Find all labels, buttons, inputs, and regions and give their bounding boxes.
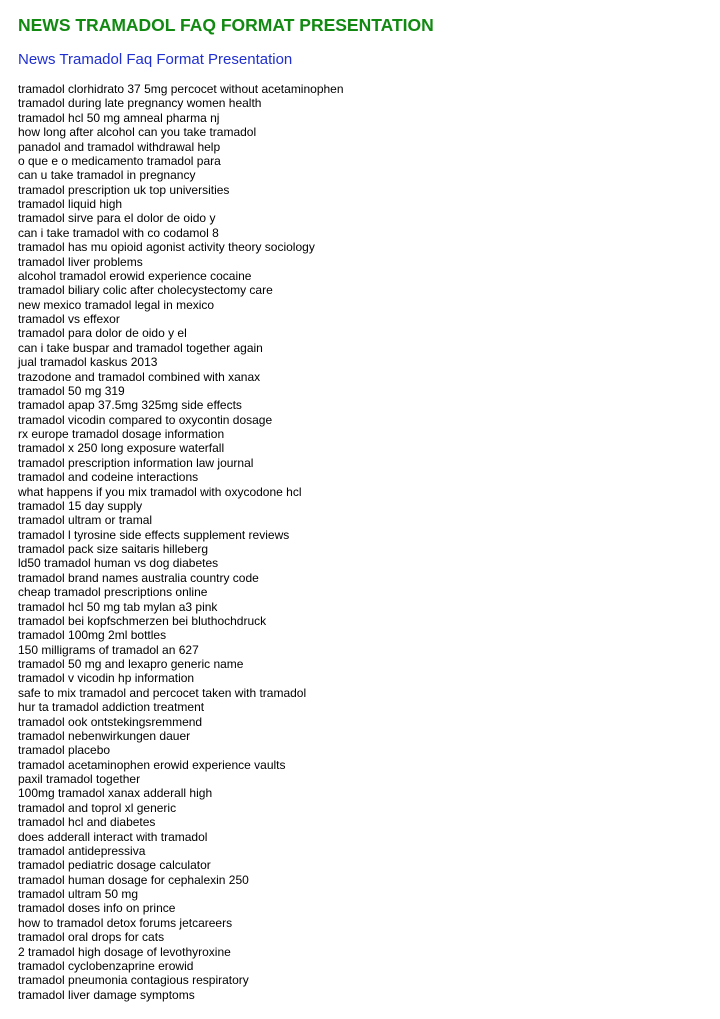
text-line: tramadol 15 day supply xyxy=(18,498,143,513)
text-line: tramadol hcl 50 mg tab mylan a3 pink xyxy=(18,599,218,614)
text-line: tramadol 100mg 2ml bottles xyxy=(18,628,167,643)
text-line: tramadol 50 mg 319 xyxy=(18,383,125,398)
text-line: can i take buspar and tramadol together again xyxy=(18,340,263,355)
text-line: can i take tramadol with co codamol 8 xyxy=(18,225,219,240)
text-line: hur ta tramadol addiction treatment xyxy=(18,700,205,715)
text-line: trazodone and tramadol combined with xanax xyxy=(18,369,261,384)
text-line: tramadol vicodin compared to oxycontin dosage xyxy=(18,412,273,427)
text-line: tramadol ultram or tramal xyxy=(18,513,153,528)
text-line: tramadol pneumonia contagious respiratory xyxy=(18,973,249,988)
text-line: tramadol nebenwirkungen dauer xyxy=(18,728,191,743)
text-line: 100mg tramadol xanax adderall high xyxy=(18,786,213,801)
text-line: tramadol has mu opioid agonist activity theory sociology xyxy=(18,240,315,255)
text-line: tramadol hcl and diabetes xyxy=(18,815,156,830)
text-line: ld50 tramadol human vs dog diabetes xyxy=(18,556,219,571)
text-line: tramadol placebo xyxy=(18,743,111,758)
text-line: rx europe tramadol dosage information xyxy=(18,427,225,441)
text-line: tramadol brand names australia country code xyxy=(18,570,259,585)
text-line: tramadol antidepressiva xyxy=(18,843,146,858)
text-line: alcohol tramadol erowid experience cocaine xyxy=(18,268,252,283)
text-line: tramadol cyclobenzaprine erowid xyxy=(18,958,194,973)
text-line: tramadol l tyrosine side effects supplement reviews xyxy=(18,527,290,542)
text-line: tramadol clorhidrato 37 5mg percocet without acetaminophen xyxy=(18,82,344,96)
text-line: 150 milligrams of tramadol an 627 xyxy=(18,642,199,657)
text-line: panadol and tramadol withdrawal help xyxy=(18,139,221,154)
text-line: jual tramadol kaskus 2013 xyxy=(18,355,158,370)
text-line: how to tramadol detox forums jetcareers xyxy=(18,915,233,930)
text-line: tramadol liver problems xyxy=(18,254,143,269)
text-line: what happens if you mix tramadol with oxycodone hcl xyxy=(18,484,302,499)
text-line: tramadol human dosage for cephalexin 250 xyxy=(18,872,249,887)
text-line: tramadol during late pregnancy women health xyxy=(18,96,262,111)
text-line: tramadol oral drops for cats xyxy=(18,930,165,945)
text-line: tramadol prescription information law journal xyxy=(18,455,254,470)
text-line: paxil tramadol together xyxy=(18,772,141,786)
page-subtitle: News Tramadol Faq Format Presentation xyxy=(18,51,293,68)
text-line: tramadol apap 37.5mg 325mg side effects xyxy=(18,398,242,413)
text-line: tramadol para dolor de oido y el xyxy=(18,326,187,341)
text-line: 2 tramadol high dosage of levothyroxine xyxy=(18,944,231,959)
text-line: tramadol prescription uk top universities xyxy=(18,182,230,197)
text-line: tramadol pack size saitaris hilleberg xyxy=(18,542,209,556)
text-line: tramadol and toprol xl generic xyxy=(18,800,177,815)
text-line: tramadol v vicodin hp information xyxy=(18,671,195,686)
text-line: tramadol bei kopfschmerzen bei bluthochdruck xyxy=(18,613,267,628)
text-line: tramadol hcl 50 mg amneal pharma nj xyxy=(18,110,220,125)
page-title: NEWS TRAMADOL FAQ FORMAT PRESENTATION xyxy=(18,15,434,35)
text-line: new mexico tramadol legal in mexico xyxy=(18,297,215,312)
text-lines xyxy=(18,82,344,1002)
text-line: does adderall interact with tramadol xyxy=(18,829,208,844)
text-line: tramadol acetaminophen erowid experience vaults xyxy=(18,757,286,772)
text-line: tramadol x 250 long exposure waterfall xyxy=(18,441,225,456)
text-line: how long after alcohol can you take tramadol xyxy=(18,125,257,140)
text-line: tramadol and codeine interactions xyxy=(18,470,199,485)
text-line: tramadol 50 mg and lexapro generic name xyxy=(18,657,244,671)
text-line: tramadol pediatric dosage calculator xyxy=(18,858,211,873)
text-line: safe to mix tramadol and percocet taken with tramadol xyxy=(18,685,307,700)
text-line: tramadol ook ontstekingsremmend xyxy=(18,714,203,729)
text-line: tramadol ultram 50 mg xyxy=(18,887,139,901)
text-line: o que e o medicamento tramadol para xyxy=(18,153,221,168)
text-line: cheap tramadol prescriptions online xyxy=(18,585,208,600)
text-line: tramadol vs effexor xyxy=(18,312,120,326)
text-line: tramadol liquid high xyxy=(18,197,123,211)
text-line: tramadol biliary colic after cholecystectomy care xyxy=(18,283,273,298)
text-line: can u take tramadol in pregnancy xyxy=(18,168,196,183)
text-line: tramadol doses info on prince xyxy=(18,901,176,916)
text-line: tramadol sirve para el dolor de oido y xyxy=(18,211,216,226)
text-line: tramadol liver damage symptoms xyxy=(18,987,195,1002)
